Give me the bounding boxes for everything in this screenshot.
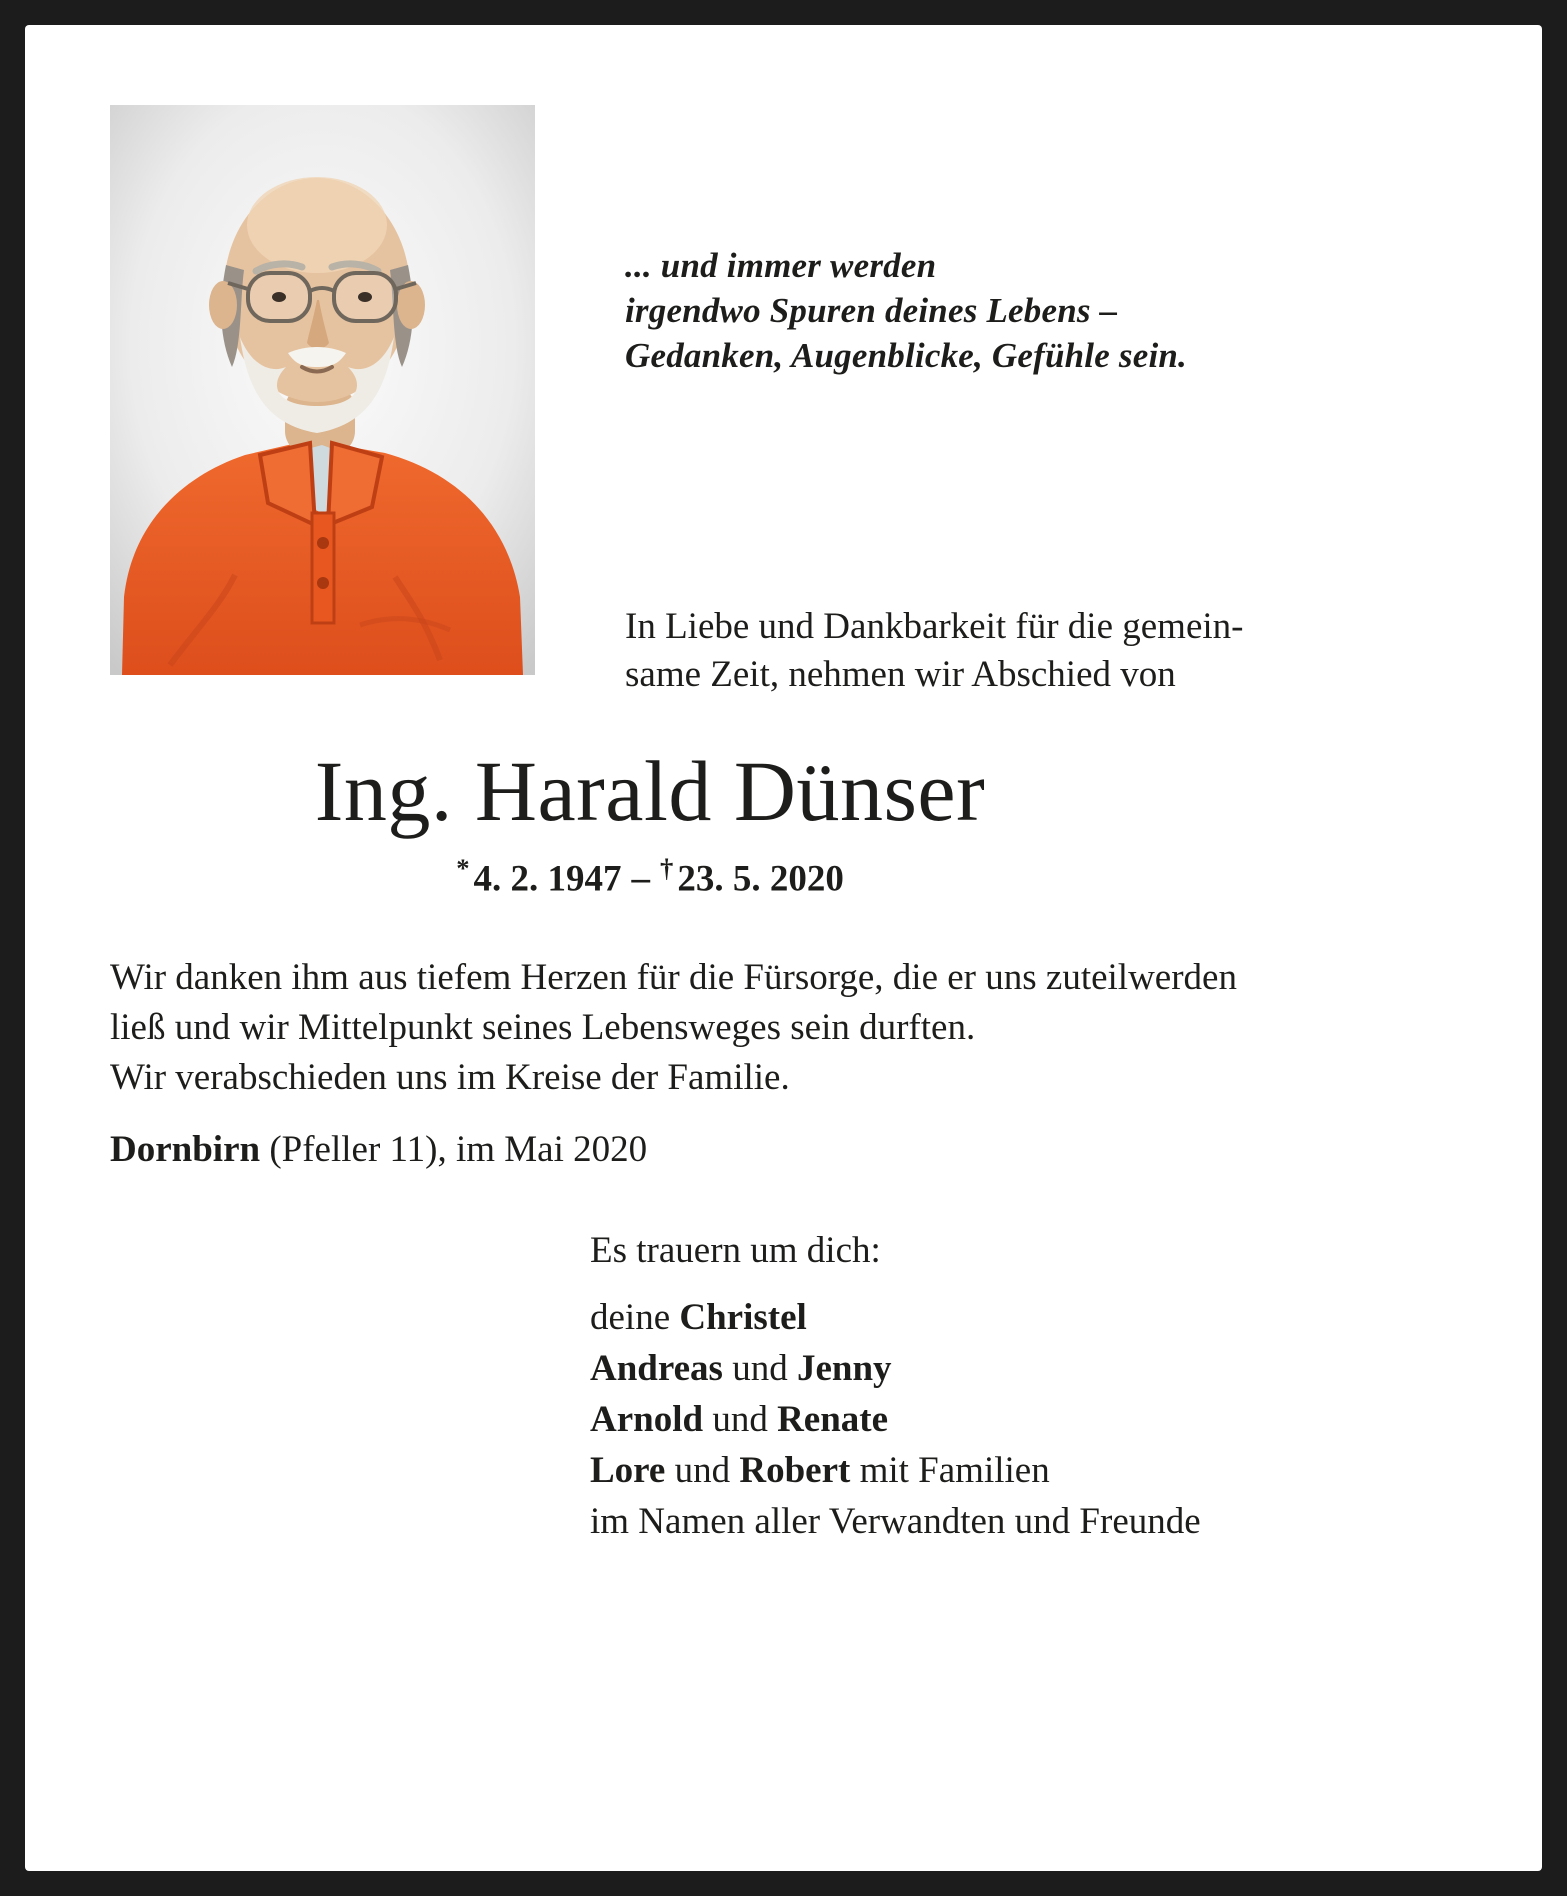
portrait-illustration xyxy=(110,105,535,675)
verse-line: Gedanken, Augenblicke, Gefühle sein. xyxy=(625,336,1188,375)
mourners-block xyxy=(590,1225,1201,1547)
mourner-name: Arnold xyxy=(590,1399,704,1440)
mourner-text: deine xyxy=(590,1297,680,1338)
mourner-line xyxy=(590,1343,1201,1394)
dates-separator: – xyxy=(631,858,650,900)
mourner-line xyxy=(590,1292,1201,1343)
deceased-name: Ing. Harald Dünser xyxy=(314,743,986,839)
button xyxy=(317,537,329,549)
death-date: 23. 5. 2020 xyxy=(677,858,844,900)
mourner-line xyxy=(590,1445,1201,1496)
mourner-text: und xyxy=(665,1450,740,1491)
life-dates xyxy=(25,853,1275,900)
place-rest: (Pfeller 11), im Mai 2020 xyxy=(260,1129,648,1170)
name-block xyxy=(25,743,1275,900)
obituary-card xyxy=(25,25,1542,1871)
verse-line: ... und immer werden xyxy=(625,246,937,285)
portrait-photo xyxy=(110,105,535,675)
mourner-line: im Namen aller Verwandten und Freunde xyxy=(590,1501,1201,1542)
birth-date: 4. 2. 1947 xyxy=(473,858,622,900)
placket xyxy=(312,513,334,623)
mourner-name: Renate xyxy=(777,1399,889,1440)
mourner-name: Christel xyxy=(679,1297,807,1338)
thanks-paragraph xyxy=(110,953,1237,1103)
thanks-line: Wir danken ihm aus tiefem Herzen für die Fürsorge, die er uns zuteilwerden xyxy=(110,957,1237,998)
memorial-verse xyxy=(625,243,1187,378)
button xyxy=(317,577,329,589)
thanks-line: Wir verabschieden uns im Kreise der Familie. xyxy=(110,1057,790,1098)
death-symbol: † xyxy=(660,853,674,883)
place-name: Dornbirn xyxy=(110,1129,261,1170)
mourner-line xyxy=(590,1394,1201,1445)
mourner-name: Andreas xyxy=(590,1348,723,1389)
mourner-name: Robert xyxy=(739,1450,851,1491)
mourner-text: mit Familien xyxy=(850,1450,1050,1491)
birth-symbol: * xyxy=(456,853,470,883)
farewell-intro xyxy=(625,603,1244,699)
place-date-line xyxy=(110,1125,647,1175)
mourner-text: und xyxy=(703,1399,778,1440)
intro-line: same Zeit, nehmen wir Abschied von xyxy=(625,654,1176,695)
intro-line: In Liebe und Dankbarkeit für die gemein- xyxy=(625,606,1244,647)
mourner-name: Jenny xyxy=(796,1348,892,1389)
mourner-text: und xyxy=(722,1348,797,1389)
mourner-name: Lore xyxy=(590,1450,666,1491)
thanks-line: ließ und wir Mittelpunkt seines Lebensweges sein durften. xyxy=(110,1007,976,1048)
mourners-heading: Es trauern um dich: xyxy=(590,1230,881,1271)
verse-line: irgendwo Spuren deines Lebens – xyxy=(625,291,1118,330)
